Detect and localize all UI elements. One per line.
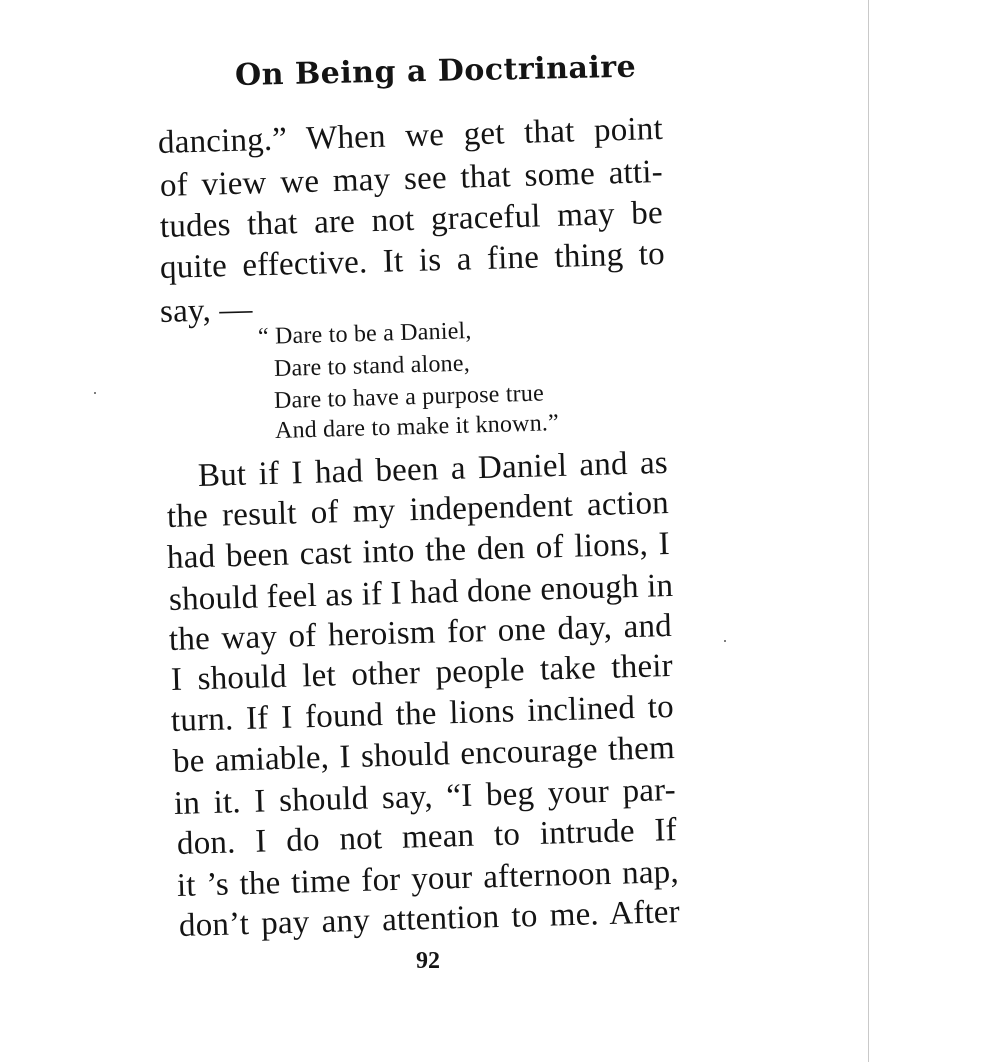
text-line: be amiable, I should encourage them <box>172 729 676 780</box>
text-line: turn. If I found the lions inclined to <box>170 688 675 739</box>
text-line: dancing.” When we get that point <box>157 110 664 161</box>
text-line: say, — <box>159 291 254 330</box>
running-head: On Being a Doctrinaire <box>234 49 637 93</box>
verse-line: “ Dare to be a Daniel, <box>257 318 472 350</box>
page-number: 92 <box>416 948 440 974</box>
page-edge <box>868 0 869 1062</box>
verse-line: Dare to have a purpose true <box>273 380 545 414</box>
text-line: should feel as if I had done enough in <box>168 567 674 618</box>
text-line: it ’s the time for your afternoon nap, <box>176 853 680 904</box>
text-line: But if I had been a Daniel and as <box>197 444 669 494</box>
text-line: of view we may see that some atti- <box>159 153 664 204</box>
text-line: I should let other people take their <box>170 647 674 698</box>
text-line: the result of my independent action <box>166 484 670 535</box>
text-line: quite effective. It is a fine thing to <box>159 235 666 286</box>
text-line: don. I do not mean to intrude If <box>176 812 678 862</box>
text-line: the way of heroism for one day, and <box>168 607 673 658</box>
text-line: don’t pay any attention to me. After <box>178 894 681 944</box>
verse-line: And dare to make it known.” <box>274 410 560 444</box>
verse-line: Dare to stand alone, <box>273 350 471 382</box>
speck <box>94 392 96 394</box>
text-line: in it. I should say, “I beg your par- <box>173 771 677 822</box>
text-line: had been cast into the den of lions, I <box>166 525 671 576</box>
text-line: tudes that are not graceful may be <box>159 194 664 245</box>
speck <box>724 640 726 642</box>
